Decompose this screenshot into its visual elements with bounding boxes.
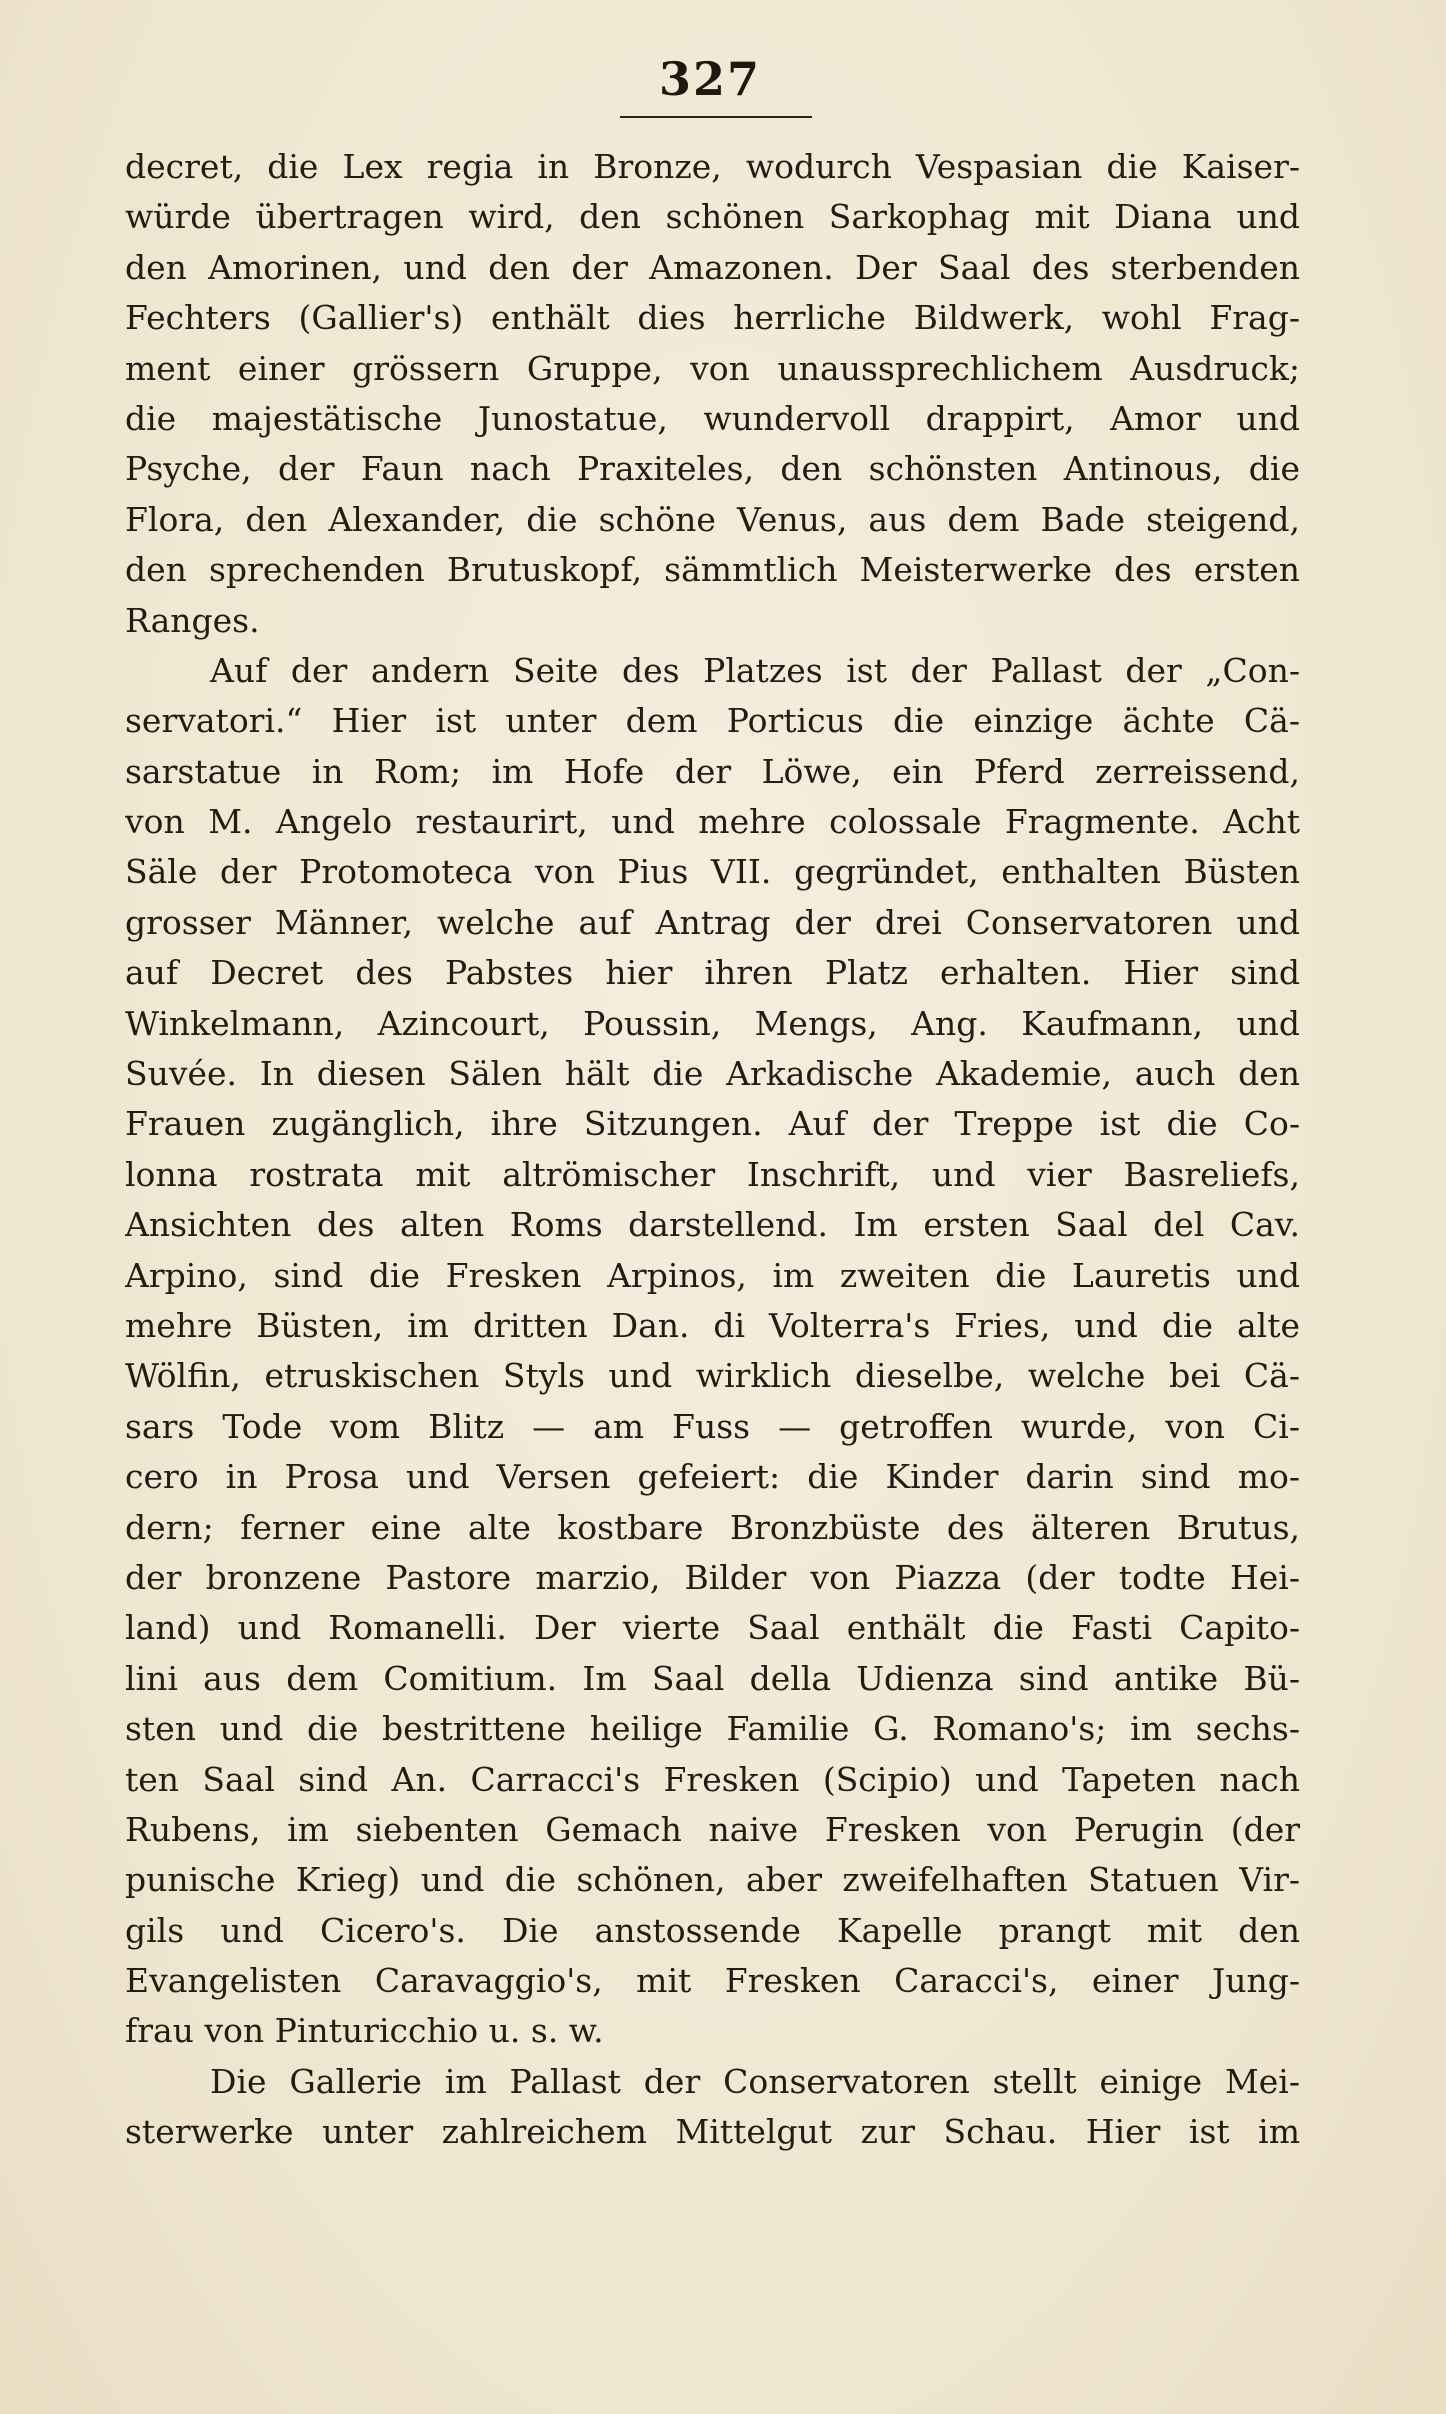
text-line: Ranges. (125, 600, 260, 640)
header-rule (620, 116, 812, 118)
text-line: land) und Romanelli. Der vierte Saal enthält die Fasti Capito- (125, 1608, 1300, 1648)
text-line: Evangelisten Caravaggio's, mit Fresken Caracci's, einer Jung- (125, 1961, 1300, 2001)
text-line: Psyche, der Faun nach Praxiteles, den schönsten Antinous, die (125, 449, 1300, 489)
text-line: cero in Prosa und Versen gefeiert: die Kinder darin sind mo- (125, 1457, 1300, 1497)
text-line: Ansichten des alten Roms darstellend. Im ersten Saal del Cav. (125, 1205, 1300, 1245)
text-line: dern; ferner eine alte kostbare Bronzbüste des älteren Brutus, (125, 1507, 1300, 1547)
text-line: Auf der andern Seite des Platzes ist der Pallast der „Con- (210, 650, 1300, 690)
text-line: Winkelmann, Azincourt, Poussin, Mengs, Ang. Kaufmann, und (125, 1003, 1300, 1043)
text-line: punische Krieg) und die schönen, aber zweifelhaften Statuen Vir- (125, 1860, 1300, 1900)
text-line: frau von Pinturicchio u. s. w. (125, 2011, 604, 2051)
text-line: Säle der Protomoteca von Pius VII. gegründet, enthalten Büsten (125, 852, 1300, 892)
text-line: sars Tode vom Blitz — am Fuss — getroffen wurde, von Ci- (125, 1406, 1300, 1446)
text-line: Rubens, im siebenten Gemach naive Fresken von Perugin (der (125, 1809, 1300, 1849)
text-line: der bronzene Pastore marzio, Bilder von Piazza (der todte Hei- (125, 1557, 1300, 1597)
text-line: sarstatue in Rom; im Hofe der Löwe, ein Pferd zerreissend, (125, 751, 1300, 791)
text-line: Die Gallerie im Pallast der Conservatoren stellt einige Mei- (210, 2061, 1300, 2101)
text-line: lini aus dem Comitium. Im Saal della Udienza sind antike Bü- (125, 1658, 1300, 1698)
text-line: Flora, den Alexander, die schöne Venus, aus dem Bade steigend, (125, 499, 1300, 539)
text-line: decret, die Lex regia in Bronze, wodurch Vespasian die Kaiser- (125, 147, 1300, 186)
text-line: ment einer grössern Gruppe, von unaussprechlichem Ausdruck; (125, 348, 1300, 388)
text-line: den Amorinen, und den der Amazonen. Der Saal des sterbenden (125, 247, 1300, 287)
text-line: auf Decret des Pabstes hier ihren Platz erhalten. Hier sind (125, 953, 1300, 993)
text-line: gils und Cicero's. Die anstossende Kapelle prangt mit den (125, 1910, 1300, 1950)
text-line: mehre Büsten, im dritten Dan. di Volterra's Fries, und die alte (125, 1305, 1300, 1345)
body-text (125, 142, 1300, 2158)
text-line: sterwerke unter zahlreichem Mittelgut zur Schau. Hier ist im (125, 2112, 1300, 2152)
text-line: sten und die bestrittene heilige Familie G. Romano's; im sechs- (125, 1709, 1300, 1749)
text-line: Fechters (Gallier's) enthält dies herrliche Bildwerk, wohl Frag- (125, 298, 1300, 338)
text-line: Frauen zugänglich, ihre Sitzungen. Auf der Treppe ist die Co- (125, 1104, 1300, 1144)
text-line: würde übertragen wird, den schönen Sarkophag mit Diana und (125, 197, 1300, 237)
text-line: den sprechenden Brutuskopf, sämmtlich Meisterwerke des ersten (125, 550, 1300, 590)
text-line: Arpino, sind die Fresken Arpinos, im zweiten die Lauretis und (125, 1255, 1300, 1295)
page-number: 327 (658, 52, 762, 106)
text-line: von M. Angelo restaurirt, und mehre colossale Fragmente. Acht (125, 802, 1300, 842)
text-line: Wölfin, etruskischen Styls und wirklich dieselbe, welche bei Cä- (125, 1356, 1300, 1396)
text-line: servatori.“ Hier ist unter dem Porticus die einzige ächte Cä- (125, 701, 1300, 741)
text-line: grosser Männer, welche auf Antrag der drei Conservatoren und (125, 902, 1300, 942)
text-line: ten Saal sind An. Carracci's Fresken (Scipio) und Tapeten nach (125, 1759, 1300, 1799)
text-line: Suvée. In diesen Sälen hält die Arkadische Akademie, auch den (125, 1054, 1300, 1094)
text-line: lonna rostrata mit altrömischer Inschrift, und vier Basreliefs, (125, 1154, 1300, 1194)
text-line: die majestätische Junostatue, wundervoll drappirt, Amor und (125, 398, 1300, 438)
